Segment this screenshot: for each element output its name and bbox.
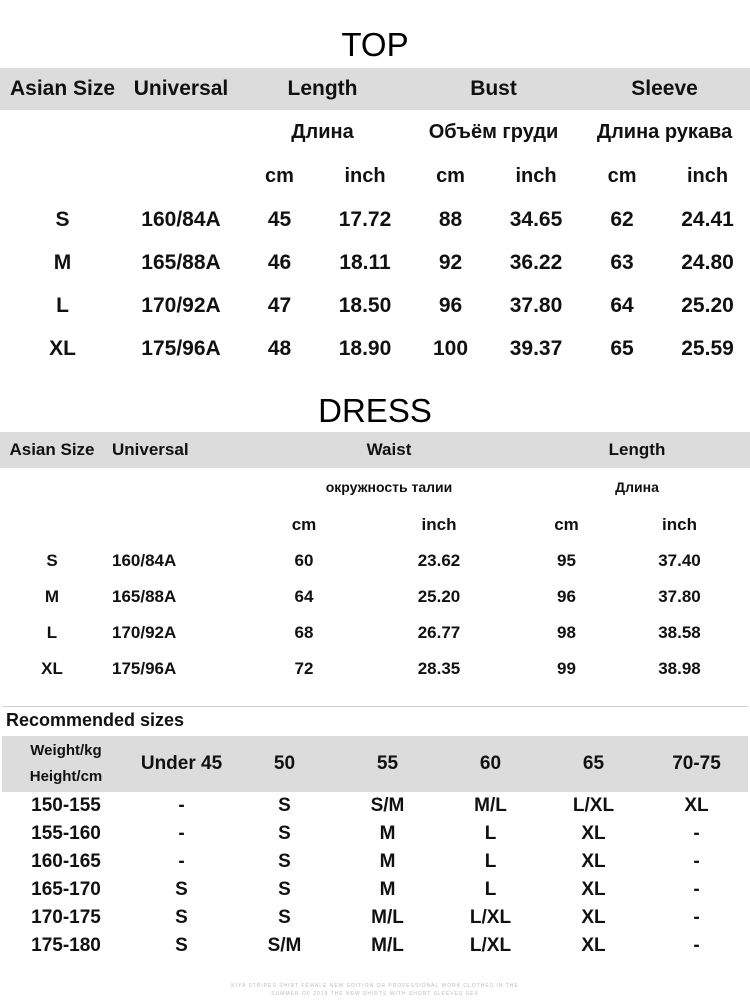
size-cell: M/L bbox=[474, 795, 507, 816]
size-cell: M bbox=[53, 250, 72, 274]
universal-cell: 170/92A bbox=[112, 623, 177, 642]
size-cell: - bbox=[178, 851, 185, 872]
recommended-size-table bbox=[2, 736, 748, 960]
header-universal: Universal bbox=[125, 68, 237, 110]
weight-header-cell: 50 bbox=[233, 736, 336, 792]
size-cell: - bbox=[693, 851, 700, 872]
value-cell: 45 bbox=[267, 207, 292, 231]
size-cell: M/L bbox=[371, 935, 404, 956]
value-cell: 37.80 bbox=[509, 293, 563, 317]
value-cell: 99 bbox=[557, 659, 576, 678]
size-cell: M/L bbox=[371, 907, 404, 928]
value-cell: 48 bbox=[267, 336, 292, 360]
size-cell: L bbox=[484, 823, 497, 844]
size-cell: XL bbox=[581, 851, 606, 872]
value-cell: 24.80 bbox=[681, 250, 734, 274]
size-cell: L/XL bbox=[469, 935, 512, 956]
height-cell: 175-180 bbox=[31, 935, 101, 956]
size-cell: S bbox=[278, 879, 291, 900]
header-length: Length bbox=[524, 432, 750, 468]
header-sleeve-ru: Длина рукава bbox=[596, 120, 733, 143]
size-cell: M bbox=[379, 879, 396, 900]
header-bust-ru: Объём груди bbox=[428, 120, 559, 143]
dress-section-title: DRESS bbox=[318, 392, 432, 429]
value-cell: 24.41 bbox=[681, 207, 734, 231]
unit-cell: inch bbox=[421, 514, 457, 534]
size-cell: XL bbox=[581, 879, 606, 900]
header-asian-size: Asian Size bbox=[0, 432, 104, 468]
universal-cell: 170/92A bbox=[141, 293, 221, 317]
value-cell: 28.35 bbox=[417, 659, 461, 678]
table-row bbox=[0, 579, 750, 615]
size-cell: L bbox=[46, 623, 58, 642]
header-weight-height bbox=[2, 736, 130, 792]
value-cell: 72 bbox=[294, 659, 314, 678]
value-cell: 46 bbox=[267, 250, 292, 274]
size-cell: S bbox=[55, 207, 70, 231]
size-cell: S bbox=[278, 795, 291, 816]
height-cell: 160-165 bbox=[31, 851, 101, 872]
size-cell: XL bbox=[684, 795, 709, 816]
value-cell: 63 bbox=[610, 250, 634, 274]
recommended-header-row bbox=[2, 736, 748, 792]
value-cell: 26.77 bbox=[417, 623, 461, 642]
weight-header-cell: 60 bbox=[439, 736, 542, 792]
value-cell: 96 bbox=[557, 587, 576, 606]
header-universal: Universal bbox=[104, 432, 254, 468]
value-cell: 47 bbox=[267, 293, 292, 317]
size-cell: XL bbox=[581, 907, 606, 928]
value-cell: 88 bbox=[438, 207, 463, 231]
size-cell: M bbox=[379, 851, 396, 872]
value-cell: 92 bbox=[438, 250, 463, 274]
height-cell: 155-160 bbox=[31, 823, 101, 844]
value-cell: 60 bbox=[294, 551, 314, 570]
header-sleeve: Sleeve bbox=[579, 68, 750, 110]
size-cell: XL bbox=[41, 659, 63, 678]
height-cell: 150-155 bbox=[31, 795, 101, 816]
size-cell: - bbox=[178, 823, 185, 844]
size-cell: S bbox=[278, 823, 291, 844]
size-cell: M bbox=[44, 587, 60, 606]
size-cell: - bbox=[178, 795, 185, 816]
value-cell: 64 bbox=[294, 587, 314, 606]
height-cell: 170-175 bbox=[31, 907, 101, 928]
table-row bbox=[0, 241, 750, 284]
value-cell: 18.11 bbox=[339, 250, 391, 274]
value-cell: 36.22 bbox=[509, 250, 563, 274]
value-cell: 96 bbox=[438, 293, 463, 317]
dress-unit-row bbox=[0, 506, 750, 543]
table-row bbox=[0, 615, 750, 651]
size-cell: S bbox=[46, 551, 58, 570]
size-cell: XL bbox=[49, 336, 76, 360]
universal-cell: 165/88A bbox=[141, 250, 221, 274]
universal-cell: 165/88A bbox=[112, 587, 177, 606]
value-cell: 62 bbox=[610, 207, 634, 231]
size-cell: S/M bbox=[370, 795, 405, 816]
table-row bbox=[2, 792, 748, 820]
weight-header-cell: 70-75 bbox=[645, 736, 748, 792]
size-cell: L bbox=[56, 293, 69, 317]
size-cell: - bbox=[693, 907, 700, 928]
size-cell: L/XL bbox=[469, 907, 512, 928]
value-cell: 34.65 bbox=[509, 207, 563, 231]
size-cell: - bbox=[693, 935, 700, 956]
value-cell: 100 bbox=[432, 336, 469, 360]
universal-cell: 175/96A bbox=[112, 659, 177, 678]
size-cell: L bbox=[484, 879, 497, 900]
value-cell: 38.98 bbox=[658, 659, 701, 678]
value-cell: 25.59 bbox=[681, 336, 734, 360]
size-cell: S bbox=[175, 935, 188, 956]
value-cell: 68 bbox=[294, 623, 314, 642]
value-cell: 18.90 bbox=[338, 336, 392, 360]
top-header-row bbox=[0, 68, 750, 110]
recommended-title: Recommended sizes bbox=[6, 710, 185, 730]
size-cell: - bbox=[693, 823, 700, 844]
table-row bbox=[0, 198, 750, 241]
top-section-title: TOP bbox=[341, 26, 409, 63]
header-asian-size: Asian Size bbox=[0, 68, 125, 110]
footer-caption-line2: SUMMER OF 2019 THE NEW SHIRTS WITH SHORT SLEEVES SEX bbox=[271, 991, 479, 997]
value-cell: 39.37 bbox=[509, 336, 563, 360]
value-cell: 38.58 bbox=[658, 623, 701, 642]
unit-cell: cm bbox=[554, 514, 579, 534]
universal-cell: 175/96A bbox=[141, 336, 221, 360]
value-cell: 64 bbox=[610, 293, 634, 317]
value-cell: 25.20 bbox=[417, 587, 461, 606]
table-row bbox=[2, 876, 748, 904]
header-weight: Weight/kg bbox=[30, 742, 102, 759]
universal-cell: 160/84A bbox=[141, 207, 221, 231]
size-cell: S bbox=[278, 851, 291, 872]
unit-cell: cm bbox=[291, 514, 317, 534]
size-cell: M bbox=[379, 823, 396, 844]
value-cell: 95 bbox=[557, 551, 576, 570]
weight-header-cell: 65 bbox=[542, 736, 645, 792]
size-cell: S bbox=[278, 907, 291, 928]
dress-size-table bbox=[0, 432, 750, 687]
header-length-ru: Длина bbox=[615, 479, 659, 495]
height-cell: 165-170 bbox=[31, 879, 101, 900]
size-cell: - bbox=[693, 879, 700, 900]
header-length-ru: Длина bbox=[291, 120, 354, 143]
unit-cell: cm bbox=[265, 164, 294, 187]
table-row bbox=[0, 543, 750, 579]
unit-cell: inch bbox=[686, 164, 729, 187]
size-cell: L/XL bbox=[572, 795, 615, 816]
value-cell: 25.20 bbox=[681, 293, 734, 317]
unit-cell: cm bbox=[607, 164, 637, 187]
size-cell: S/M bbox=[267, 935, 302, 956]
value-cell: 65 bbox=[610, 336, 634, 360]
value-cell: 37.80 bbox=[658, 587, 701, 606]
table-row bbox=[0, 327, 750, 370]
value-cell: 23.62 bbox=[417, 551, 461, 570]
unit-cell: inch bbox=[662, 514, 697, 534]
weight-header-cell: Under 45 bbox=[130, 736, 233, 792]
table-row bbox=[2, 932, 748, 960]
unit-cell: inch bbox=[515, 164, 557, 187]
unit-cell: cm bbox=[436, 164, 465, 187]
header-waist-ru: окружность талии bbox=[325, 479, 453, 495]
weight-header-cell: 55 bbox=[336, 736, 439, 792]
header-length: Length bbox=[237, 68, 408, 110]
size-cell: S bbox=[175, 879, 188, 900]
header-waist: Waist bbox=[254, 432, 524, 468]
unit-cell: inch bbox=[344, 164, 386, 187]
dress-russian-header-row bbox=[0, 468, 750, 506]
table-row bbox=[2, 848, 748, 876]
value-cell: 18.50 bbox=[338, 293, 392, 317]
universal-cell: 160/84A bbox=[112, 551, 177, 570]
header-height: Height/cm bbox=[29, 768, 103, 785]
table-row bbox=[0, 284, 750, 327]
table-row bbox=[0, 651, 750, 687]
top-russian-header-row bbox=[0, 110, 750, 154]
size-cell: XL bbox=[581, 823, 606, 844]
footer-caption-line1: KIYA STRIPES SHIRT FEMALE NEW EDITION OR PROFESSIONAL WORK CLOTHES IN THE bbox=[231, 983, 519, 989]
size-cell: XL bbox=[581, 935, 606, 956]
size-cell: S bbox=[175, 907, 188, 928]
header-bust: Bust bbox=[408, 68, 579, 110]
size-cell: L bbox=[484, 851, 497, 872]
value-cell: 17.72 bbox=[338, 207, 392, 231]
value-cell: 98 bbox=[557, 623, 576, 642]
dress-header-row bbox=[0, 432, 750, 468]
top-size-table bbox=[0, 68, 750, 370]
table-row bbox=[2, 820, 748, 848]
top-unit-row bbox=[0, 154, 750, 198]
table-row bbox=[2, 904, 748, 932]
value-cell: 37.40 bbox=[658, 551, 701, 570]
